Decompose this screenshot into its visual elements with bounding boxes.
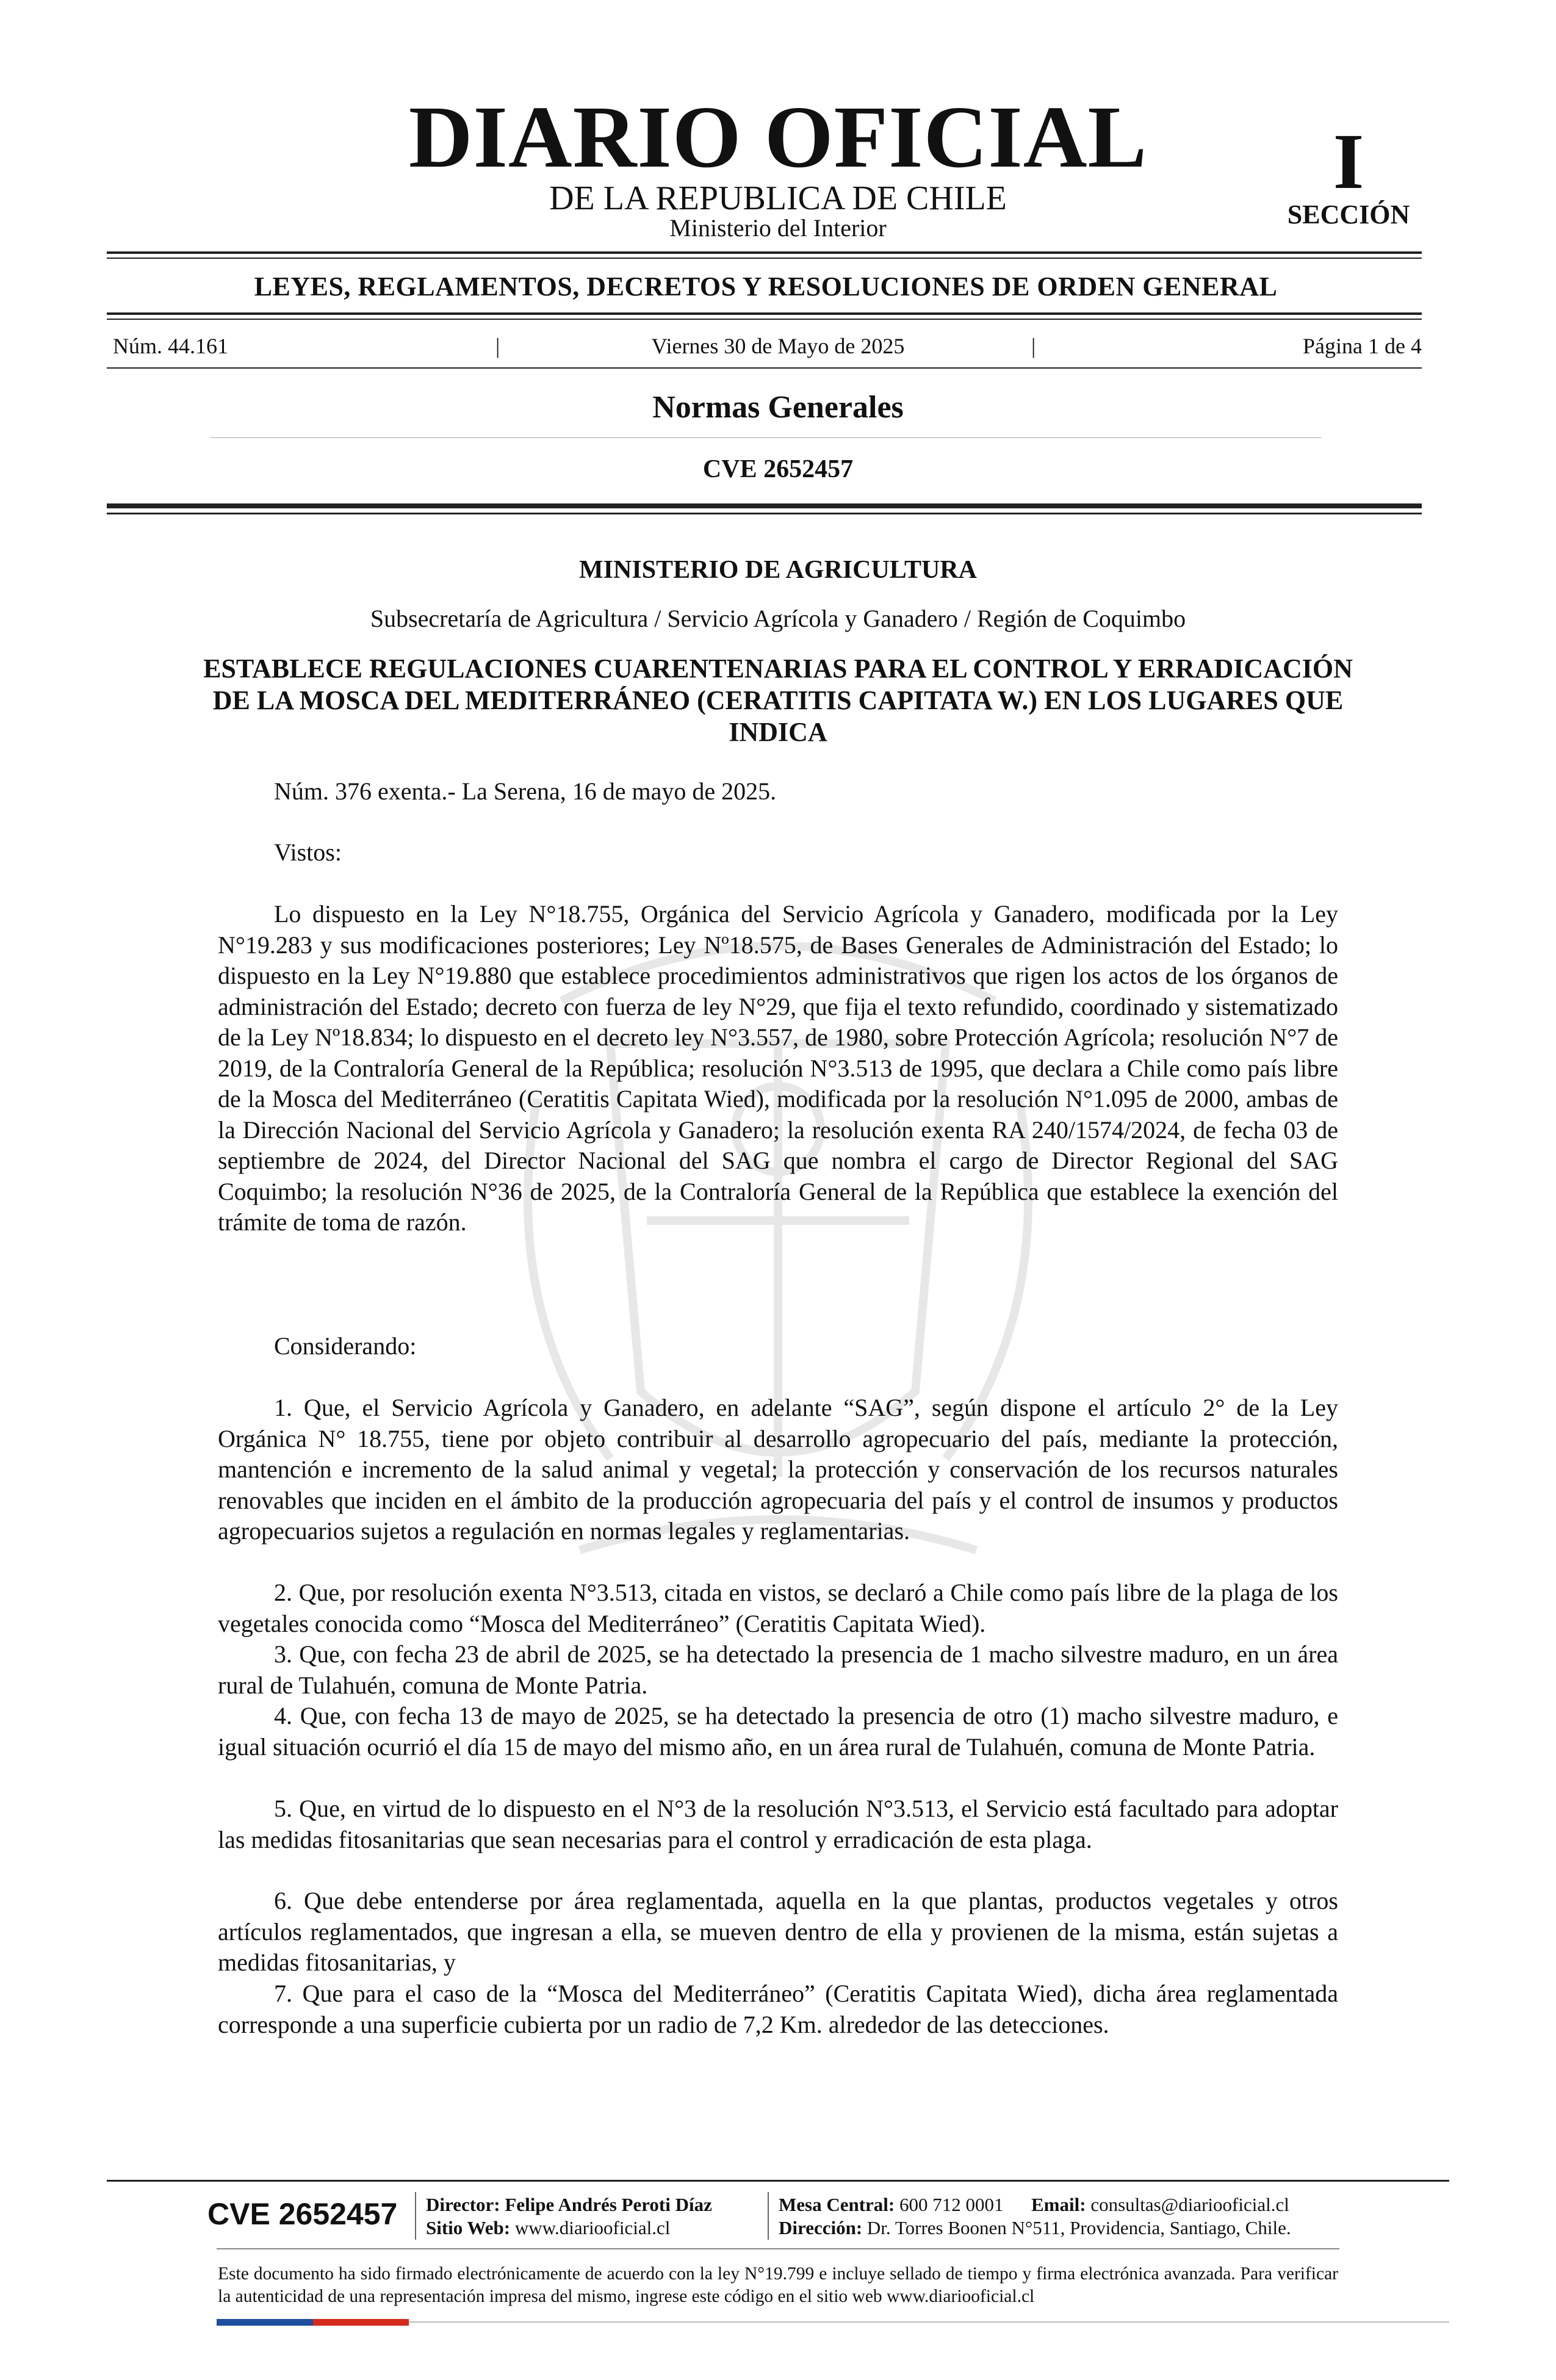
cve-header: CVE 2652457 [702,455,854,483]
website-link[interactable]: www.diariooficial.cl [514,2217,671,2238]
subsecretaria-line: Subsecretaría de Agricultura / Servicio Agrícola y Ganadero / Región de Coquimbo [370,605,1186,632]
cve-rule-bottom [107,513,1422,514]
considerando-item-1: 1. Que, el Servicio Agrícola y Ganadero, en adelante “SAG”, según dispone el artículo 2° de la Ley Orgánica N° 18.755, tiene por objeto contribuir al desarrollo agropecuario del país, mediante la protección, mantención e incremento de la salud animal y vegetal; la protección y conservación de los recursos naturales renovables que inciden en el ámbito de la producción agropecuaria del país y el control de insumos y productos agropecuarios sujetos a regulación en normas legales y reglamentarias. [218,1394,1338,1545]
email-link[interactable]: consultas@diariooficial.cl [1090,2194,1289,2215]
considerando-item-4: 4. Que, con fecha 13 de mayo de 2025, se ha detectado la presencia de otro (1) macho silvestre maduro, e igual situación ocurrió el día 15 de mayo del mismo año, en un área rural de Tulahuén, comuna de Monte Patria. [218,1702,1338,1761]
considerando-item-5: 5. Que, en virtud de lo dispuesto en el N°3 de la resolución N°3.513, el Servicio está facultado para adoptar las medidas fitosanitarias que sean necesarias para el control y erradicación de esta plaga. [218,1795,1338,1853]
masthead-subtitle: DE LA REPUBLICA DE CHILE [549,179,1007,217]
issue-page: Página 1 de 4 [1303,334,1422,358]
phone-label: Mesa Central: [779,2194,895,2215]
section-numeral: I [1333,118,1364,206]
footer-contact [779,2193,1289,2216]
section-label: SECCIÓN [1287,200,1410,229]
website-label: Sitio Web: [426,2217,511,2238]
director-label: Director: [426,2194,500,2215]
decree-number-line: Núm. 376 exenta.- La Serena, 16 de mayo de 2025. [274,777,777,805]
flag-stripe-blue [217,2319,313,2326]
ministry-heading: MINISTERIO DE AGRICULTURA [579,556,977,584]
address-label: Dirección: [779,2217,863,2238]
category-rule-top [107,312,1422,315]
considerando-item-3: 3. Que, con fecha 23 de abril de 2025, se ha detectado la presencia de 1 macho silvestre maduro, en un área rural de Tulahuén, comuna de Monte Patria. [218,1640,1338,1699]
considerando-item-7: 7. Que para el caso de la “Mosca del Mediterráneo” (Ceratitis Capitata Wied), dicha área reglamentada corresponde a una superficie cubierta por un radio de 7,2 Km. alrededor de las detecciones. [218,1980,1338,2038]
flag-stripe-red [313,2319,409,2326]
section-title: Normas Generales [652,390,904,425]
footer-website [426,2216,670,2240]
footer-rule-mid [217,2248,1339,2249]
masthead-rule-top [107,251,1422,254]
email-label: Email: [1031,2194,1086,2215]
footer-legal-notice: Este documento ha sido firmado electrónicamente de acuerdo con la ley N°19.799 e incluye sellado de tiempo y firma electrónica avanzada. Para verificar la autenticidad de una representación impresa del mismo, ingrese este código en el sitio web www.diariooficial.cl [218,2264,1338,2306]
issue-separator-left: | [495,334,500,358]
director-name: Felipe Andrés Peroti Díaz [505,2194,712,2215]
issue-separator-right: | [1031,334,1036,358]
considerando-item-6: 6. Que debe entenderse por área reglamentada, aquella en la que plantas, productos vegetales y otros artículos reglamentados, que ingresan a ella, se mueven dentro de ella y provienen de la misma, están sujetas a medidas fitosanitarias, y [218,1887,1338,1976]
vistos-label: Vistos: [274,838,342,866]
footer-divider-2 [768,2192,769,2240]
cve-rule-top [107,503,1422,508]
footer-address [779,2216,1291,2240]
footer-divider-1 [415,2192,416,2240]
footer-rule-top [107,2180,1449,2182]
category-rule-bottom [107,319,1422,320]
phone-value: 600 712 0001 [899,2194,1004,2215]
issue-rule [107,367,1422,369]
address-value: Dr. Torres Boonen N°511, Providencia, Santiago, Chile. [866,2217,1291,2238]
issue-number: Núm. 44.161 [113,334,228,358]
masthead-rule-bottom [107,258,1422,259]
masthead-ministry: Ministerio del Interior [669,214,887,242]
section-title-underline [211,437,1321,438]
footer-rule-bottom [409,2321,1449,2323]
considerando-item-2: 2. Que, por resolución exenta N°3.513, citada en vistos, se declaró a Chile como país libre de la plaga de los vegetales conocida como “Mosca del Mediterráneo” (Ceratitis Capitata Wied). [218,1579,1338,1637]
issue-date: Viernes 30 de Mayo de 2025 [651,334,905,358]
footer-director [426,2193,712,2216]
category-banner: LEYES, REGLAMENTOS, DECRETOS Y RESOLUCIONES DE ORDEN GENERAL [254,272,1278,301]
decree-title: ESTABLECE REGULACIONES CUARENTENARIAS PARA EL CONTROL Y ERRADICACIÓN DE LA MOSCA DEL MEDITERRÁNEO (CERATITIS CAPITATA W.) EN LOS LUGARES QUE INDICA [203,654,1353,747]
masthead-title: DIARIO OFICIAL [408,88,1148,186]
considerando-label: Considerando: [274,1332,417,1360]
vistos-paragraph: Lo dispuesto en la Ley N°18.755, Orgánica del Servicio Agrícola y Ganadero, modificada por la Ley N°19.283 y sus modificaciones posteriores; Ley Nº18.575, de Bases Generales de Administración del Estado; lo dispuesto en la Ley N°19.880 que establece procedimientos administrativos que rigen los actos de los órganos de administración del Estado; decreto con fuerza de ley N°29, que fija el texto refundido, coordinado y sistematizado de la Ley Nº18.834; lo dispuesto en el decreto ley N°3.557, de 1980, sobre Protección Agrícola; resolución N°7 de 2019, de la Contraloría General de la República; resolución N°3.513 de 1995, que declara a Chile como país libre de la Mosca del Mediterráneo (Ceratitis Capitata Wied), modificada por la resolución N°1.095 de 2000, ambas de la Dirección Nacional del Servicio Agrícola y Ganadero; la resolución exenta RA 240/1574/2024, de fecha 03 de septiembre de 2024, del Director Nacional del SAG que nombra el cargo de Director Regional del SAG Coquimbo; la resolución N°36 de 2025, de la Contraloría General de la República que establece la exención del trámite de toma de razón. [218,900,1338,1236]
footer-cve: CVE 2652457 [207,2197,398,2231]
